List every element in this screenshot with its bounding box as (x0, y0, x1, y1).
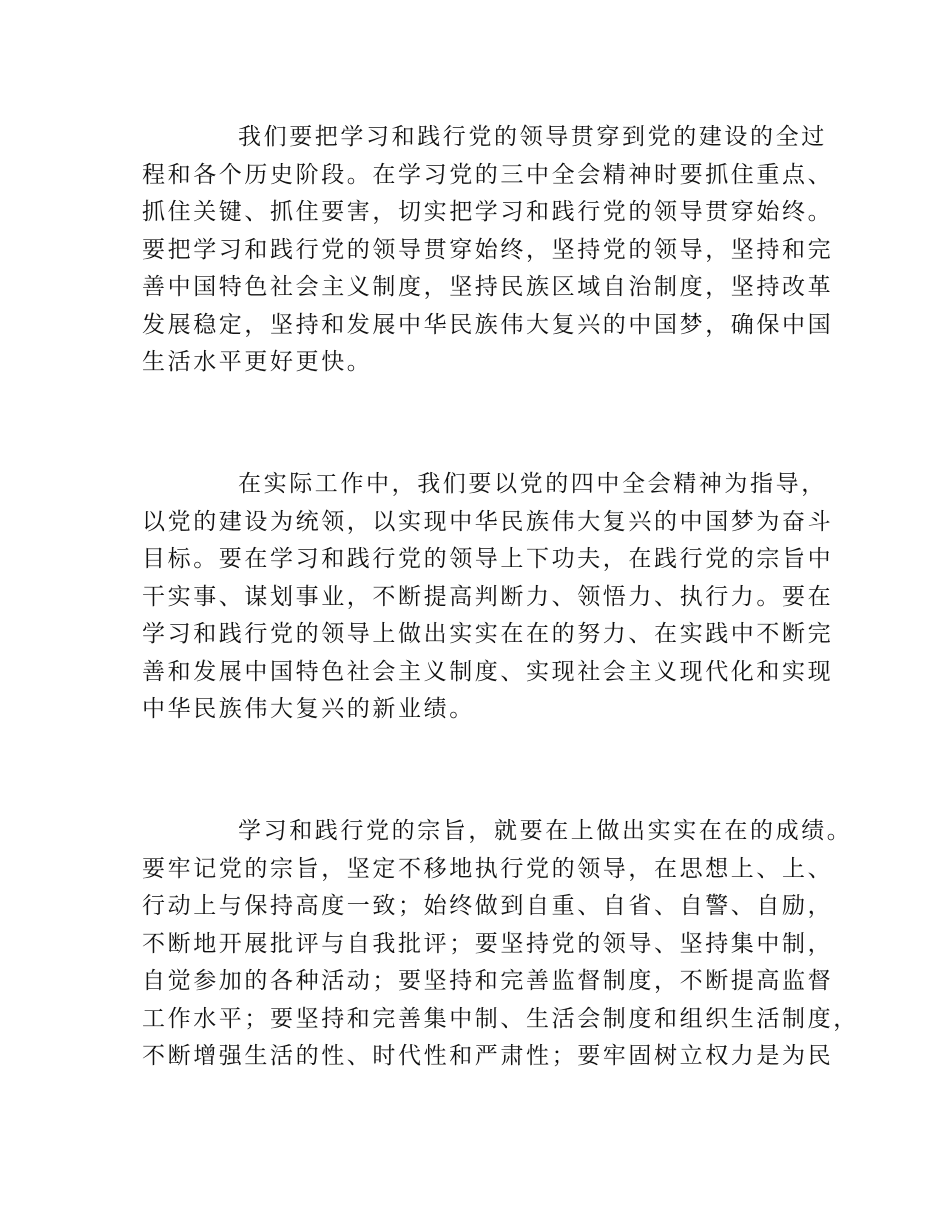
text-line: 自觉参加的各种活动；要坚持和完善监督制度，不断提高监督 (142, 968, 834, 994)
text-line: 生活水平更好更快。 (142, 349, 373, 375)
text-line: 我们要把学习和践行党的领导贯穿到党的建设的全过 (238, 124, 827, 150)
text-line: 目标。要在学习和践行党的领导上下功夫，在践行党的宗旨中 (142, 546, 834, 572)
text-line: 要牢记党的宗旨，坚定不移地执行党的领导，在思想上、上、 (142, 855, 834, 882)
paragraph-3 (142, 813, 859, 1076)
paragraph-2 (142, 466, 842, 729)
text-line: 工作水平；要坚持和完善集中制、生活会制度和组织生活制度， (142, 1005, 859, 1032)
text-line: 行动上与保持高度一致；始终做到自重、自省、自警、自励， (142, 893, 834, 919)
text-line: 干实事、谋划事业，不断提高判断力、领悟力、执行力。要在 (142, 583, 834, 610)
text-line: 抓住关键、抓住要害，切实把学习和践行党的领导贯穿始终。 (142, 199, 834, 225)
text-line: 善和发展中国特色社会主义制度、实现社会主义现代化和实现 (142, 658, 834, 685)
text-line: 程和各个历史阶段。在学习党的三中全会精神时要抓住重点、 (142, 161, 834, 188)
text-line: 中华民族伟大复兴的新业绩。 (142, 696, 475, 722)
paragraph-1 (142, 119, 842, 382)
text-line: 学习和践行党的宗旨，就要在上做出实实在在的成绩。 (238, 818, 853, 844)
text-line: 发展稳定，坚持和发展中华民族伟大复兴的中国梦，确保中国 (142, 311, 834, 338)
text-line: 在实际工作中，我们要以党的四中全会精神为指导， (238, 471, 827, 497)
text-line: 以党的建设为统领，以实现中华民族伟大复兴的中国梦为奋斗 (142, 508, 834, 535)
text-line: 不断增强生活的性、时代性和严肃性；要牢固树立权力是为民 (142, 1043, 834, 1069)
text-line: 学习和践行党的领导上做出实实在在的努力、在实践中不断完 (142, 621, 834, 647)
text-line: 不断地开展批评与自我批评；要坚持党的领导、坚持集中制， (142, 930, 834, 957)
text-line: 善中国特色社会主义制度，坚持民族区域自治制度，坚持改革 (142, 274, 834, 300)
text-line: 要把学习和践行党的领导贯穿始终，坚持党的领导，坚持和完 (142, 236, 834, 263)
